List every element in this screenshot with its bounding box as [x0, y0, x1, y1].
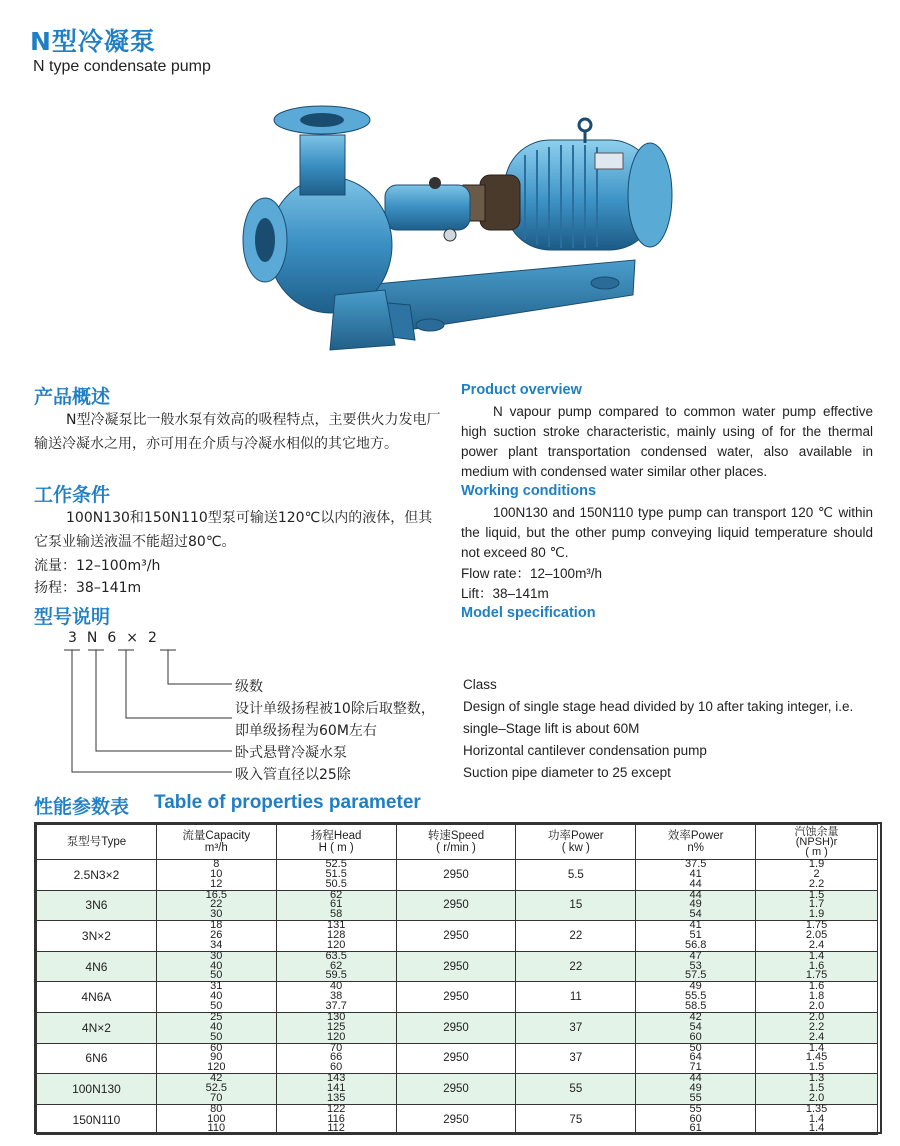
cell-power: 55	[516, 1074, 636, 1105]
cell-head-value: 52.5	[325, 858, 347, 871]
legend-cn-0: 级数	[235, 679, 263, 695]
table-row	[37, 890, 878, 921]
cell-head-value: 63.5	[325, 949, 347, 962]
working-text-cn: 100N130和150N110型泵可输送120℃以内的液体，但其它泵业输送液温不能超过80℃。	[34, 510, 433, 550]
cell-npsh-value: 2.0	[808, 1000, 825, 1013]
cell-speed: 2950	[396, 951, 516, 982]
cell-head-value: 66	[330, 1051, 343, 1064]
cell-npsh-value: 2.2	[808, 1020, 825, 1033]
header-power: 功率Power ( kw )	[516, 825, 636, 860]
cell-efficiency-value: 57.5	[684, 969, 707, 982]
cell-efficiency-value: 55	[689, 1091, 702, 1104]
cell-efficiency-value: 53	[689, 959, 702, 972]
legend-cn-1: 设计单级扬程被10除后取整数，	[235, 701, 435, 717]
cell-efficiency-value: 55	[689, 1102, 702, 1115]
working-heading-cn: 工作条件	[34, 484, 111, 506]
cell-efficiency-value: 55.5	[684, 990, 707, 1003]
cell-type: 3N6	[37, 890, 157, 921]
cell-capacity	[156, 1104, 276, 1135]
cell-head-value: 62	[330, 888, 343, 901]
cell-capacity-value: 40	[210, 990, 223, 1003]
header-head: 扬程Head H ( m )	[276, 825, 396, 860]
cell-power: 11	[516, 982, 636, 1013]
cell-efficiency-value: 51	[689, 929, 702, 942]
cell-npsh-value: 1.75	[805, 969, 828, 982]
cell-head	[276, 1043, 396, 1074]
cell-head	[276, 890, 396, 921]
flow-rate-en: Flow rate：12–100m³/h	[461, 566, 603, 581]
cell-npsh-value: 1.4	[808, 1041, 825, 1054]
cell-capacity	[156, 921, 276, 952]
cell-capacity-value: 16.5	[205, 888, 228, 901]
cell-npsh-value: 1.45	[805, 1051, 828, 1064]
cell-head-value: 116	[327, 1112, 345, 1125]
table-row	[37, 1104, 878, 1135]
cell-efficiency	[636, 1043, 756, 1074]
cell-capacity-value: 50	[210, 969, 223, 982]
cell-capacity-value: 34	[210, 938, 223, 951]
cell-efficiency	[636, 951, 756, 982]
table-row	[37, 921, 878, 952]
cell-efficiency-value: 44	[689, 877, 702, 890]
cell-npsh-value: 2.05	[805, 929, 828, 942]
properties-table	[36, 824, 878, 1135]
cell-type: 6N6	[37, 1043, 157, 1074]
cell-capacity-value: 42	[210, 1072, 223, 1085]
legend-en-0: Class	[463, 677, 497, 692]
cell-efficiency	[636, 982, 756, 1013]
cell-efficiency-value: 54	[689, 1020, 702, 1033]
legend-cn-2: 即单级扬程为60M左右	[235, 723, 377, 739]
table-title-cn: 性能参数表	[34, 796, 130, 818]
cell-head-value: 128	[326, 929, 346, 942]
table-row	[37, 1043, 878, 1074]
cell-head-value: 59.5	[325, 969, 347, 982]
table-row	[37, 1074, 878, 1105]
cell-capacity-value: 31	[210, 980, 223, 993]
cell-speed: 2950	[396, 1074, 516, 1105]
header-npsh: 汽蚀余量 (NPSH)r ( m )	[756, 825, 878, 860]
cell-npsh-value: 2.4	[808, 938, 825, 951]
cell-npsh-value: 1.4	[808, 949, 825, 962]
cell-type: 3N×2	[37, 921, 157, 952]
cell-npsh	[756, 1104, 878, 1135]
legend-en-1: Design of single stage head divided by 10 after taking integer, i.e.	[463, 699, 854, 714]
cell-efficiency-value: 41	[689, 919, 702, 932]
cell-speed: 2950	[396, 982, 516, 1013]
cell-capacity-value: 12	[210, 877, 223, 890]
cell-npsh	[756, 921, 878, 952]
cell-efficiency-value: 71	[689, 1061, 702, 1074]
cell-head-value: 120	[326, 1030, 346, 1043]
cell-head-value: 50.5	[325, 877, 347, 890]
cell-npsh-value: 1.8	[808, 990, 825, 1003]
cell-capacity-value: 8	[213, 858, 220, 871]
cell-npsh-value: 1.5	[808, 1082, 825, 1095]
cell-npsh-value: 1.75	[805, 919, 828, 932]
cell-npsh-value: 1.9	[808, 858, 825, 871]
cell-head-value: 131	[326, 919, 346, 932]
pump-illustration	[235, 95, 675, 357]
cell-capacity	[156, 1043, 276, 1074]
cell-power: 5.5	[516, 860, 636, 891]
cell-capacity-value: 52.5	[205, 1082, 228, 1095]
cell-efficiency-value: 49	[689, 980, 702, 993]
cell-head-value: 62	[330, 959, 343, 972]
cell-capacity-value: 40	[210, 1020, 223, 1033]
cell-speed: 2950	[396, 921, 516, 952]
cell-capacity-value: 120	[207, 1061, 226, 1074]
cell-capacity	[156, 1074, 276, 1105]
cell-npsh	[756, 951, 878, 982]
cell-capacity-value: 100	[207, 1112, 226, 1125]
cell-npsh-value: 1.4	[808, 1122, 825, 1135]
cell-efficiency-value: 44	[689, 1072, 702, 1085]
cell-power: 37	[516, 1012, 636, 1043]
cell-type: 150N110	[37, 1104, 157, 1135]
cell-npsh-value: 2	[813, 867, 820, 880]
cell-npsh-value: 2.0	[808, 1091, 825, 1104]
cell-capacity	[156, 890, 276, 921]
model-heading-en: Model specification	[461, 605, 596, 621]
cell-type: 100N130	[37, 1074, 157, 1105]
cell-capacity-value: 22	[210, 898, 223, 911]
overview-heading-cn: 产品概述	[34, 386, 111, 408]
cell-efficiency-value: 54	[689, 908, 702, 921]
cell-capacity	[156, 982, 276, 1013]
cell-head-value: 58	[330, 908, 343, 921]
cell-capacity-value: 30	[210, 949, 223, 962]
table-row	[37, 951, 878, 982]
cell-capacity-value: 80	[210, 1102, 223, 1115]
cell-speed: 2950	[396, 1012, 516, 1043]
header-capacity: 流量Capacity m³/h	[156, 825, 276, 860]
cell-efficiency	[636, 1074, 756, 1105]
cell-head-value: 143	[326, 1072, 346, 1085]
cell-speed: 2950	[396, 890, 516, 921]
cell-capacity	[156, 860, 276, 891]
page-title: N型冷凝泵	[30, 27, 156, 56]
cell-capacity-value: 70	[210, 1091, 223, 1104]
cell-efficiency-value: 64	[689, 1051, 702, 1064]
cell-efficiency-value: 60	[689, 1030, 702, 1043]
cell-head	[276, 1012, 396, 1043]
cell-capacity-value: 110	[207, 1122, 226, 1135]
cell-head-value: 40	[330, 980, 343, 993]
cell-capacity-value: 10	[210, 867, 223, 880]
cell-efficiency-value: 49	[689, 1082, 702, 1095]
cell-capacity-value: 60	[210, 1041, 223, 1054]
cell-npsh-value: 1.6	[808, 980, 825, 993]
cell-capacity-value: 26	[210, 929, 223, 942]
cell-capacity	[156, 1012, 276, 1043]
cell-capacity-value: 18	[210, 919, 223, 932]
cell-efficiency-value: 37.5	[684, 858, 707, 871]
working-heading-en: Working conditions	[461, 483, 597, 499]
cell-efficiency-value: 47	[689, 949, 702, 962]
cell-npsh	[756, 982, 878, 1013]
cell-efficiency	[636, 860, 756, 891]
cell-npsh-value: 2.0	[808, 1011, 825, 1024]
model-legend-lines	[60, 648, 240, 778]
cell-power: 75	[516, 1104, 636, 1135]
cell-efficiency-value: 61	[689, 1122, 702, 1135]
table-row	[37, 982, 878, 1013]
cell-speed: 2950	[396, 860, 516, 891]
cell-speed: 2950	[396, 1104, 516, 1135]
flow-rate-cn: 流量：12–100m³/h	[34, 558, 161, 574]
cell-efficiency-value: 49	[689, 898, 702, 911]
table-row	[37, 860, 878, 891]
model-code: 3N6×2	[68, 630, 167, 646]
table-title-en: Table of properties parameter	[154, 792, 421, 813]
cell-efficiency-value: 50	[689, 1041, 702, 1054]
header-efficiency: 效率Power n%	[636, 825, 756, 860]
legend-en-3: Horizontal cantilever condensation pump	[463, 743, 707, 758]
cell-head	[276, 982, 396, 1013]
cell-npsh-value: 1.9	[808, 908, 825, 921]
cell-npsh	[756, 1074, 878, 1105]
cell-head-value: 120	[326, 938, 346, 951]
cell-efficiency-value: 42	[689, 1011, 702, 1024]
cell-npsh-value: 1.6	[808, 959, 825, 972]
lift-cn: 扬程：38–141m	[34, 580, 142, 596]
cell-head-value: 112	[327, 1122, 345, 1135]
cell-speed: 2950	[396, 1043, 516, 1074]
cell-head	[276, 951, 396, 982]
legend-en-2: single–Stage lift is about 60M	[463, 721, 640, 736]
cell-npsh-value: 2.2	[808, 877, 825, 890]
cell-npsh-value: 1.3	[808, 1072, 825, 1085]
cell-head-value: 130	[326, 1011, 346, 1024]
cell-efficiency-value: 41	[689, 867, 702, 880]
cell-efficiency	[636, 1104, 756, 1135]
cell-power: 37	[516, 1043, 636, 1074]
cell-capacity-value: 30	[210, 908, 223, 921]
table-row	[37, 1012, 878, 1043]
cell-efficiency-value: 60	[689, 1112, 702, 1125]
legend-en-4: Suction pipe diameter to 25 except	[463, 765, 671, 780]
legend-cn-4: 吸入管直径以25除	[235, 767, 351, 783]
cell-head-value: 38	[330, 990, 343, 1003]
cell-head	[276, 921, 396, 952]
cell-power: 22	[516, 921, 636, 952]
cell-head-value: 125	[326, 1020, 346, 1033]
overview-text-en: N vapour pump compared to common water pump effective high suction stroke characteristic, mainly using of for the thermal power plant transportation condensed water, also available in medium with condensed water similar other places.	[461, 404, 873, 479]
cell-capacity-value: 50	[210, 1030, 223, 1043]
cell-head-value: 37.7	[325, 1000, 347, 1013]
overview-heading-en: Product overview	[461, 382, 582, 398]
cell-npsh-value: 1.4	[808, 1112, 825, 1125]
cell-head-value: 60	[330, 1061, 343, 1074]
cell-head-value: 122	[326, 1102, 346, 1115]
cell-efficiency-value: 44	[689, 888, 702, 901]
cell-npsh-value: 1.35	[805, 1102, 828, 1115]
cell-capacity	[156, 951, 276, 982]
cell-head-value: 70	[330, 1041, 343, 1054]
cell-efficiency	[636, 921, 756, 952]
cell-head-value: 51.5	[325, 867, 347, 880]
cell-npsh	[756, 1012, 878, 1043]
table-header-row	[37, 825, 878, 860]
lift-en: Lift：38–141m	[461, 586, 549, 601]
cell-type: 4N×2	[37, 1012, 157, 1043]
cell-type: 2.5N3×2	[37, 860, 157, 891]
cell-npsh	[756, 1043, 878, 1074]
cell-head	[276, 1074, 396, 1105]
working-text-en: 100N130 and 150N110 type pump can transport 120 ℃ within the liquid, but the other pump conveying liquid temperature should not exceed 80 ℃.	[461, 505, 873, 560]
cell-head-value: 61	[330, 898, 343, 911]
overview-text-cn: N型冷凝泵比一般水泵有效高的吸程特点，主要供火力发电厂输送冷凝水之用，亦可用在介质与冷凝水相似的其它地方。	[34, 412, 441, 452]
cell-capacity-value: 40	[210, 959, 223, 972]
cell-head	[276, 860, 396, 891]
cell-capacity-value: 90	[210, 1051, 223, 1064]
cell-npsh-value: 1.5	[808, 888, 825, 901]
cell-type: 4N6	[37, 951, 157, 982]
model-heading-cn: 型号说明	[34, 606, 111, 628]
cell-type: 4N6A	[37, 982, 157, 1013]
cell-npsh-value: 1.5	[808, 1061, 825, 1074]
header-type: 泵型号Type	[37, 825, 157, 860]
cell-npsh-value: 2.4	[808, 1030, 825, 1043]
cell-capacity-value: 25	[210, 1011, 223, 1024]
cell-head-value: 135	[326, 1091, 346, 1104]
cell-efficiency-value: 58.5	[684, 1000, 707, 1013]
cell-power: 15	[516, 890, 636, 921]
cell-npsh	[756, 860, 878, 891]
header-speed: 转速Speed ( r/min )	[396, 825, 516, 860]
cell-head	[276, 1104, 396, 1135]
cell-power: 22	[516, 951, 636, 982]
cell-efficiency-value: 56.8	[684, 938, 707, 951]
cell-npsh-value: 1.7	[808, 898, 825, 911]
cell-efficiency	[636, 1012, 756, 1043]
page-subtitle: N type condensate pump	[33, 58, 211, 75]
legend-cn-3: 卧式悬臂冷凝水泵	[235, 745, 347, 761]
cell-efficiency	[636, 890, 756, 921]
cell-head-value: 141	[326, 1082, 346, 1095]
cell-npsh	[756, 890, 878, 921]
cell-capacity-value: 50	[210, 1000, 223, 1013]
